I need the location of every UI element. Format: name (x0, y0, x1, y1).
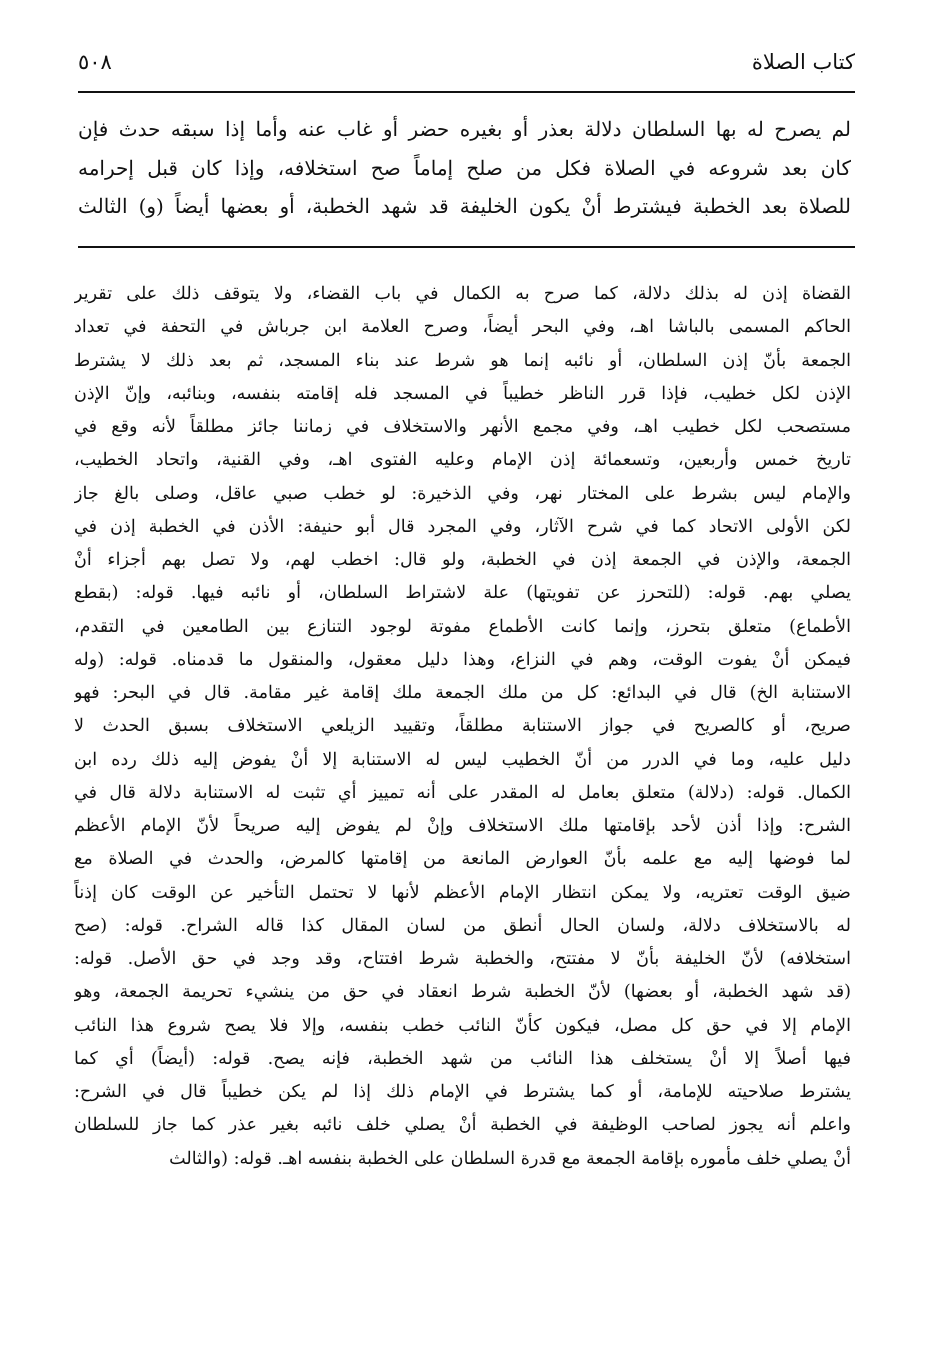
commentary-line: واعلم أنه يجوز لصاحب الوظيفة في الخطبة أنْ يصلي خلف نائبه بغير عذر كما جاز للسلطان (74, 1115, 851, 1136)
book-title: كتاب الصلاة (751, 50, 855, 74)
commentary-line: ضيق الوقت تعتريه، ولا يمكن انتظار الإمام الأعظم لأنها لا تحتمل التأخير عن الوقت كان إذناً (74, 882, 851, 903)
commentary-line: مستصحب لكل خطيب اهـ، وفي مجمع الأنهر والاستخلاف في زماننا جائز مطلقاً لأنه وقع في (74, 417, 851, 437)
commentary-line: دليل عليه، وما في الدرر من أنّ الخطيب ليس له الاستنابة إلا أنْ يفوض إليه ذلك رده ابن (74, 749, 851, 770)
commentary-line: لكن الأولى الاتحاد كما في شرح الآثار، وفي المجرد قال أبو حنيفة: الأذن في الخطبة إذن في (74, 516, 851, 537)
commentary-line: الاستنابة الخ) قال في البدائع: كل من ملك الجمعة ملك إقامة غير مقامة. قال في البحر: فهو (74, 683, 851, 703)
commentary-line: والإمام ليس بشرط على المختار نهر، وفي الذخيرة: لو خطب صبي عاقل، وصلى بالغ جاز (74, 483, 851, 504)
commentary-line: الإذن لكل خطيب، فإذا قرر الناظر خطيباً في المسجد فله إقامته بنفسه، وبنائبه، وإنّ الإذن (74, 383, 851, 404)
commentary-line: الشرح: وإذا أذن لأحد بإقامتها ملك الاستخلاف وإنْ لم يفوض إليه صريحاً لأنّ الإمام الأعظم (74, 816, 851, 836)
main-text-line: للصلاة بعد الخطبة فيشترط أنْ يكون الخليفة قد شهد الخطبة، أو بعضها أيضاً (و) الثالث (78, 194, 851, 218)
main-text-line: كان بعد شروعه في الصلاة فكل من صلح إماماً صح استخلافه، وإذا كان قبل إحرامه (78, 155, 851, 180)
main-text (78, 110, 851, 226)
footnote-divider (78, 246, 855, 248)
commentary-line: يشترط صلاحيته للإمامة، أو كما يشترط في الإمام ذلك إذا لم يكن خطيباً قال في الشرح: (74, 1082, 851, 1102)
commentary-line: له بالاستخلاف دلالة، ولسان الحال أنطق من لسان المقال كذا قاله الشراح. قوله: (صح (74, 915, 851, 936)
page-header (78, 40, 855, 84)
commentary-line: فيمكن أنْ يفوت الوقت، وهم في النزاع، وهذا دليل معقول، والمنقول ما قدمناه. قوله: (وله (74, 649, 851, 670)
commentary-line: تاريخ خمس وأربعين، وتسعمائة إذن الإمام وعليه الفتوى اهـ، وفي القنية، واتحاد الخطيب، (74, 450, 851, 471)
commentary-line: لما فوضها إليه مع علمه بأنّ العوارض المانعة من إقامتها كالمرض، والحدث في الصلاة مع (74, 849, 851, 870)
commentary-line: الأطماع) متعلق بتحرز، وإنما كانت الأطماع مفوتة لوجود التنازع بين الطامعين في التقدم، (74, 616, 851, 637)
commentary-line: الجمعة بأنّ إذن السلطان، أو نائبه إنما هو شرط عند بناء المسجد، ثم بعد ذلك لا يشترط (74, 350, 851, 371)
header-rule (78, 91, 855, 93)
commentary-line: صريح، أو كالصريح في جواز الاستنابة مطلقاً، وتقييد الزيلعي الاستخلاف بسبق الحدث لا (74, 716, 851, 737)
commentary-line: الجمعة، والإذن في الجمعة إذن في الخطبة، ولو قال: اخطب لهم، ولا تصل بهم أجزاء أنْ (74, 550, 851, 570)
page-number: ٥٠٨ (78, 50, 112, 74)
commentary-line: استخلافه) لأنّ الخليفة بأنّ لا مفتتح، والخطبة شرط افتتاح، وقد وجد في حق الأصل. قوله: (74, 949, 851, 969)
commentary-line: الكمال. قوله: (دلالة) متعلق بعامل له المقدر على أنه تمييز أي تثبت له الاستنابة دلالة قال في (74, 782, 851, 803)
commentary (74, 278, 851, 1176)
commentary-line: الحاكم المسمى بالباشا اهـ، وفي البحر أيضاً، وصرح العلامة ابن جرباش في التحفة في تعداد (74, 317, 851, 338)
commentary-line: الإمام إلا في حق كل مصل، فيكون كأنّ النائب خطب بنفسه، وإلا فلا يصح شروع هذا النائب (74, 1015, 851, 1036)
commentary-line: يصلي بهم. قوله: (للتحرز عن تفويتها) علة لاشتراط السلطان، أو نائبه فيها. قوله: (بقطع (74, 583, 851, 604)
main-text-line: لم يصرح له بها السلطان دلالة بعذر أو بغيره حضر أو غاب عنه وأما إذا سبقه حدث فإن (78, 117, 851, 141)
commentary-line: القضاة إذن له بذلك دلالة، كما صرح به الكمال في باب القضاء، ولا يتوقف ذلك على تقرير (74, 284, 851, 304)
commentary-line: (قد شهد الخطبة، أو بعضها) لأنّ الخطبة شرط انعقاد في حق من ينشيء تحريمة الجمعة، وهو (74, 982, 851, 1003)
commentary-line: أنْ يصلي خلف مأموره بإقامة الجمعة مع قدرة السلطان على الخطبة بنفسه اهـ. قوله: (والثالث (169, 1148, 851, 1169)
commentary-line: فيها أصلاً إلا أنْ يستخلف هذا النائب من شهد الخطبة، فإنه يصح. قوله: (أيضاً) أي كما (74, 1048, 851, 1069)
